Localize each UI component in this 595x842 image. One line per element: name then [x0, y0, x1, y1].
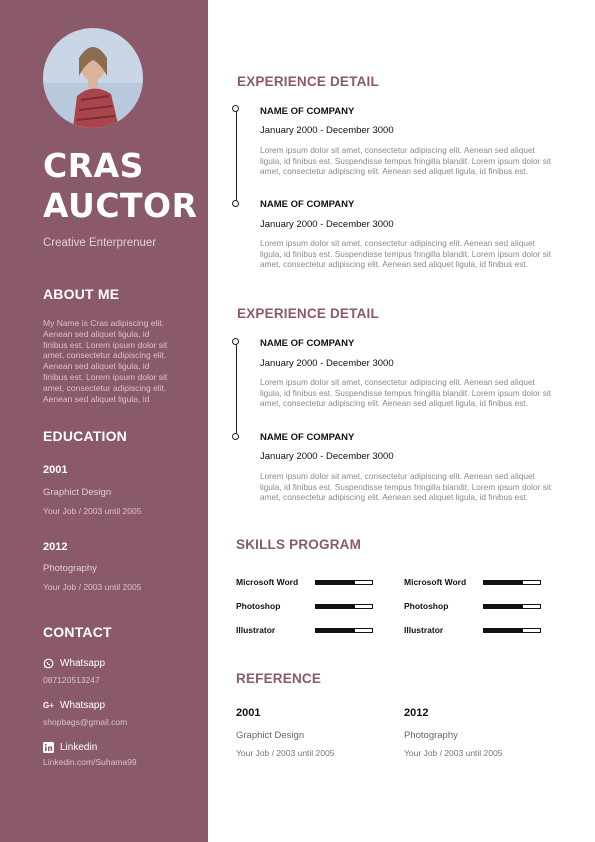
timeline-line — [236, 343, 237, 438]
contact-value: Linkedin.com/Suhama99 — [43, 757, 137, 767]
skill-bar — [315, 580, 373, 585]
experience-heading: EXPERIENCE DETAIL — [237, 74, 379, 89]
linkedin-icon — [43, 742, 54, 753]
timeline-dot — [232, 433, 239, 440]
about-heading: ABOUT ME — [43, 286, 120, 302]
contact-label: Whatsapp — [60, 700, 106, 711]
skill-name: Illustrator — [236, 625, 276, 635]
skill-level — [484, 581, 523, 584]
reference-subtitle: Your Job / 2003 until 2005 — [404, 748, 503, 758]
skill-level — [484, 629, 523, 632]
skill-bar — [315, 604, 373, 609]
skill-level — [316, 581, 355, 584]
education-year: 2012 — [43, 541, 68, 553]
experience-description: Lorem ipsum dolor sit amet, consectetur adipiscing elit. Aenean sed aliquet ligula, id finibus est. Suspendisse tempus fringilla blandit. Lorem ipsum dolor sit amet, consectetur adipiscing elit. Aenean sed aliquet ligula, id finibus est. — [260, 471, 551, 503]
skill-name: Photoshop — [236, 601, 281, 611]
experience-date: January 2000 - December 3000 — [260, 125, 394, 136]
first-name: CRAS — [43, 146, 144, 185]
education-subtitle: Your Job / 2003 until 2005 — [43, 582, 142, 592]
reference-subtitle: Your Job / 2003 until 2005 — [236, 748, 335, 758]
experience-description: Lorem ipsum dolor sit amet, consectetur adipiscing elit. Aenean sed aliquet ligula, id finibus est. Suspendisse tempus fringilla blandit. Lorem ipsum dolor sit amet, consectetur adipiscing elit. Aenean sed aliquet ligula, id finibus est. — [260, 238, 551, 270]
contact-item-whatsapp[interactable] — [43, 658, 105, 669]
company-name: NAME OF COMPANY — [260, 199, 355, 210]
sidebar — [0, 0, 208, 842]
skills-heading: SKILLS PROGRAM — [236, 537, 362, 552]
reference-title: Photography — [404, 730, 458, 741]
experience-description: Lorem ipsum dolor sit amet, consectetur adipiscing elit. Aenean sed aliquet ligula, id finibus est. Suspendisse tempus fringilla blandit. Lorem ipsum dolor sit amet, consectetur adipiscing elit. Aenean sed aliquet ligula, id finibus est. — [260, 377, 551, 409]
contact-item-google-plus[interactable] — [43, 700, 105, 711]
timeline-dot — [232, 200, 239, 207]
education-title: Graphict Design — [43, 487, 112, 498]
about-text: My Name is Cras adipiscing elit. Aenean sed aliquet ligula, id finibus est. Lorem ipsum dolor sit amet, consectetur adipiscing elit. Aenean sed aliquet ligula, id finibus est. Lorem ipsum dolor sit amet, consectetur adipiscing elit. Aenean sed aliquet ligula, id — [43, 318, 168, 404]
reference-year: 2012 — [404, 707, 429, 719]
experience-date: January 2000 - December 3000 — [260, 451, 394, 462]
skill-level — [316, 605, 355, 608]
contact-heading: CONTACT — [43, 624, 112, 640]
skill-level — [484, 605, 523, 608]
contact-value: shopbags@gmail.com — [43, 717, 128, 727]
skill-name: Photoshop — [404, 601, 449, 611]
education-subtitle: Your Job / 2003 until 2005 — [43, 506, 142, 516]
profile-photo — [43, 28, 143, 128]
skill-name: Illustrator — [404, 625, 444, 635]
experience-date: January 2000 - December 3000 — [260, 358, 394, 369]
profile-role: Creative Enterprenuer — [43, 237, 157, 249]
education-title: Photography — [43, 563, 97, 574]
experience-date: January 2000 - December 3000 — [260, 219, 394, 230]
company-name: NAME OF COMPANY — [260, 338, 355, 349]
skill-name: Microsoft Word — [404, 577, 467, 587]
timeline-line — [236, 110, 237, 205]
profile-name — [43, 146, 198, 226]
reference-title: Graphict Design — [236, 730, 305, 741]
whatsapp-icon — [43, 658, 54, 669]
experience-heading: EXPERIENCE DETAIL — [237, 306, 379, 321]
skill-name: Microsoft Word — [236, 577, 299, 587]
company-name: NAME OF COMPANY — [260, 432, 355, 443]
skill-level — [316, 629, 355, 632]
company-name: NAME OF COMPANY — [260, 106, 355, 117]
skill-bar — [483, 580, 541, 585]
google-plus-icon: G+ — [43, 701, 54, 710]
education-year: 2001 — [43, 464, 68, 476]
timeline-dot — [232, 338, 239, 345]
last-name: AUCTOR — [43, 186, 198, 225]
reference-heading: REFERENCE — [236, 671, 322, 686]
reference-year: 2001 — [236, 707, 261, 719]
contact-label: Whatsapp — [60, 658, 106, 669]
skill-bar — [483, 604, 541, 609]
contact-value: 087120513247 — [43, 675, 100, 685]
skill-bar — [315, 628, 373, 633]
contact-label: Linkedin — [60, 742, 98, 753]
education-heading: EDUCATION — [43, 428, 127, 444]
contact-item-linkedin[interactable] — [43, 742, 97, 753]
timeline-dot — [232, 105, 239, 112]
skill-bar — [483, 628, 541, 633]
experience-description: Lorem ipsum dolor sit amet, consectetur adipiscing elit. Aenean sed aliquet ligula, id finibus est. Suspendisse tempus fringilla blandit. Lorem ipsum dolor sit amet, consectetur adipiscing elit. Aenean sed aliquet ligula, id finibus est. — [260, 145, 551, 177]
